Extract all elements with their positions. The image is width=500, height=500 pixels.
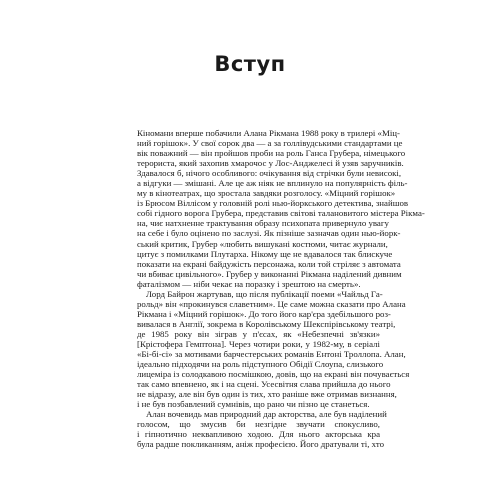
text-line: показати на екрані байдужість персонажа, коли той стріляє з автомата [137, 258, 401, 269]
text-line: не відразу, але він був один із тих, хто раніше вже отримав визнання, [137, 389, 397, 400]
text-line: фаталізмом — ніби чекає на поразку і зрештою на смерть». [137, 278, 361, 289]
text-line: вивалася в Англії, зокрема в Королівському Шекспірівському театрі, [137, 318, 396, 329]
text-line: із Брюсом Віллісом у головній ролі нью-йоркського детектива, знайшов [137, 198, 409, 209]
text-line: на себе і було оцінено по заслузі. Як пізніше зазначав один нью-йорк- [137, 228, 401, 239]
text-line: а відгуки — змішані. Але це аж ніяк не вплинуло на популярність філь- [137, 178, 408, 189]
text-line: була радше покликанням, аніж професією. Його дратували ті, хто [137, 439, 385, 450]
text-line: Алан вочевидь мав природний дар акторства, але був наділений [146, 409, 387, 420]
text-line: ний горішок». У свої сорок два — а за голлівудськими стандартами це [137, 138, 403, 149]
text-line: і гіпнотично неквапливою ходою. Для нього акторська кра [137, 429, 380, 440]
text-line: де 1985 року він зіграв у п'єсах, як «Небезпечні зв'язки» [137, 328, 380, 339]
chapter-title: Вступ [214, 52, 286, 76]
paragraph-3 [137, 409, 387, 450]
text-line: Лорд Байрон жартував, що після публікації поеми «Чайльд Га- [146, 288, 383, 299]
text-line: чи вбиває цивільного». Грубер у виконанні Рікмана наділений дивним [137, 268, 402, 279]
text-line: [Крістофера Гемптона]. Через чотири роки, у 1982-му, в серіалі [137, 338, 380, 349]
text-line: Рікмана і «Міцний горішок». До того його кар'єра здебільшого роз- [137, 308, 391, 319]
text-line: «Бі-бі-сі» за мотивами барчестерських романів Ентоні Троллопа. Алан, [137, 349, 406, 360]
text-line: ський критик, Грубер «любить вишукані костюми, читає журнали, [137, 238, 388, 249]
text-line: на, чиє натхненне трактування образу психопата привернуло увагу [137, 218, 389, 229]
text-line: лицеміра із солодкавою посмішкою, довів, що на екрані він почувається [137, 369, 410, 380]
text-line: терориста, який захопив хмарочос у Лос-Анджелесі й узяв заручників. [137, 158, 404, 169]
text-line: вік поважний — він пройшов проби на роль Ганса Грубера, німецького [137, 148, 406, 159]
text-line: му в кінотеатрах, що зростала завдяки розголосу. «Міцний горішок» [137, 188, 396, 199]
text-line: Здавалося б, нічого особливого: очікування від стрічки були невисокі, [137, 168, 402, 179]
text-line: голосом, що змусив би незгідне звучати спокусливо, [137, 419, 380, 430]
paragraph-2 [137, 288, 410, 410]
paragraph-1 [137, 128, 425, 289]
text-line: Кіномани вперше побачили Алана Рікмана 1988 року в трилері «Міц- [137, 128, 400, 138]
text-line: ідеально підходячи на роль підступного Обідії Слоупа, слизького [137, 359, 384, 370]
body-text [137, 128, 425, 450]
text-line: так само впевнено, як і на сцені. Усесвітня слава прийшла до нього [137, 379, 391, 390]
text-line: собі гідного ворога Грубера, представив світові талановитого містера Рікма- [137, 208, 425, 219]
text-line: цитує з помилками Плутарха. Нікому ще не вдавалося так блискуче [137, 248, 393, 259]
text-line: рольд» він «прокинувся славетним». Це саме можна сказати про Алана [137, 298, 406, 309]
text-line: і не був позбавлений сумнівів, що рано чи пізно це станеться. [137, 399, 370, 410]
